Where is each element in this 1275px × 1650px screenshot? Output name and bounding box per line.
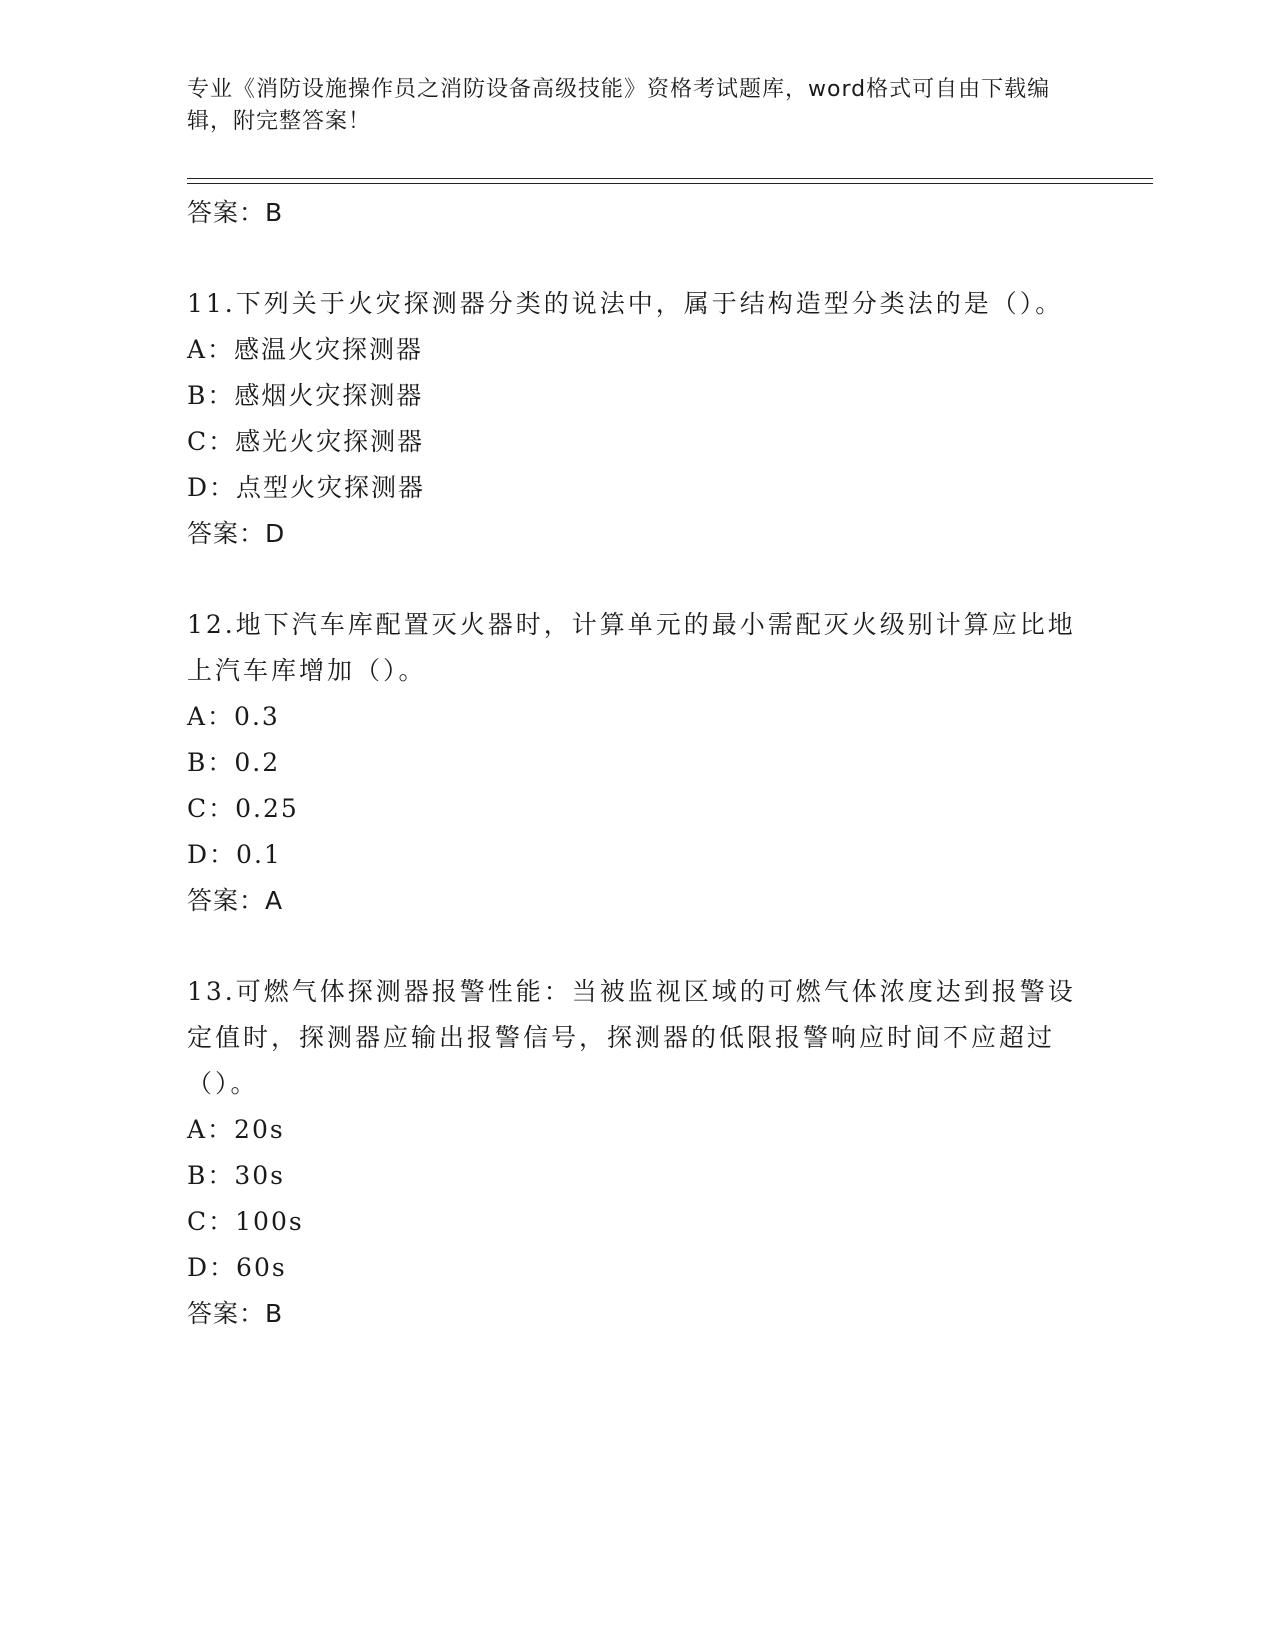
question-stem: 13.可燃气体探测器报警性能：当被监视区域的可燃气体浓度达到报警设定值时，探测器应输出报警信号，探测器的低限报警响应时间不应超过（）。 [187,977,1076,1098]
option-d: D：0.1 [187,840,282,869]
option-c: C：感光火灾探测器 [187,427,425,456]
option-a: A：20s [187,1115,285,1144]
answer-line: 答案：D [187,519,286,548]
question-list [187,190,1077,1337]
answer-line: 答案：B [187,198,284,227]
option-b: B：0.2 [187,748,281,777]
answer-line: 答案：B [187,1299,284,1328]
option-d: D：60s [187,1253,287,1282]
option-c: C：100s [187,1207,304,1236]
option-d: D：点型火灾探测器 [187,473,426,502]
question-11 [187,281,1077,557]
option-b: B：30s [187,1161,286,1190]
option-a: A：0.3 [187,702,280,731]
question-12 [187,602,1077,924]
header-rule-bottom [187,183,1153,184]
question-stem: 12.地下汽车库配置灭火器时，计算单元的最小需配灭火级别计算应比地上汽车库增加（）。 [187,610,1076,685]
document-header: 专业《消防设施操作员之消防设备高级技能》资格考试题库，word格式可自由下载编辑，附完整答案！ [187,77,1051,134]
option-c: C：0.25 [187,794,299,823]
option-a: A：感温火灾探测器 [187,335,424,364]
answer-line: 答案：A [187,886,284,915]
question-stem: 11.下列关于火灾探测器分类的说法中，属于结构造型分类法的是（）。 [187,289,1064,318]
header-rule-top [187,178,1153,179]
option-b: B：感烟火灾探测器 [187,381,424,410]
question-13 [187,969,1077,1337]
